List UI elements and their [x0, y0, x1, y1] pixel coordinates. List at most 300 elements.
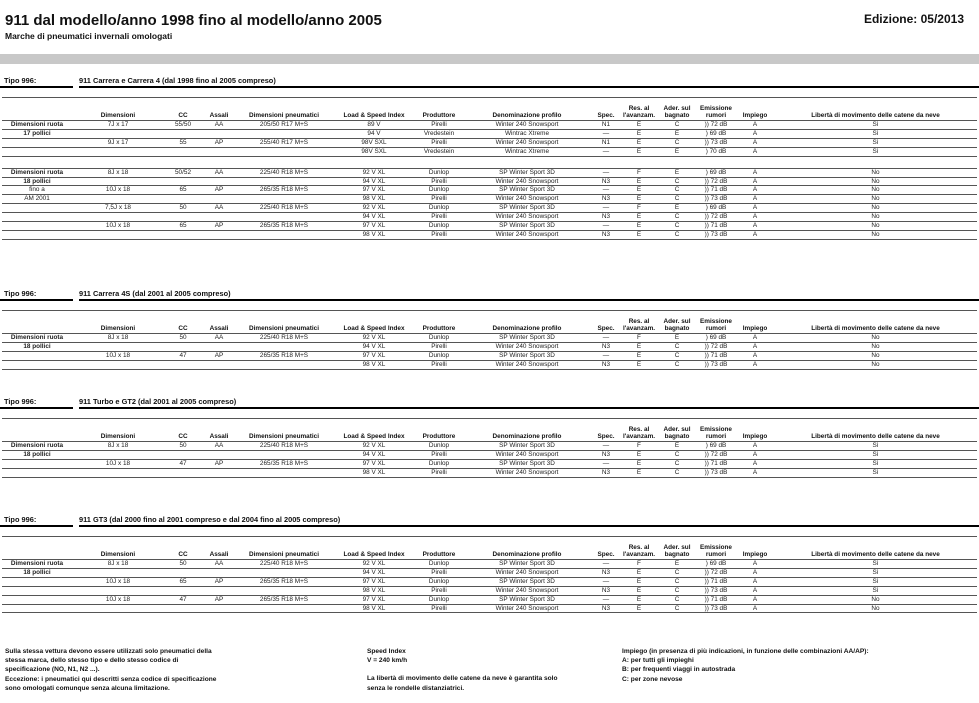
- cell-dim: [72, 360, 164, 369]
- cell-res: E: [620, 129, 658, 138]
- footer-line: Sulla stessa vettura devono essere utilizzati solo pneumatici della: [5, 648, 212, 655]
- cell-assali: [202, 177, 236, 186]
- section-type-label: Tipo 996:: [4, 397, 37, 406]
- cell-lsi: 98 V XL: [332, 230, 416, 239]
- cell-cc: 55: [164, 138, 202, 147]
- cell-prod: Dunlop: [416, 577, 462, 586]
- cell-assali: AP: [202, 138, 236, 147]
- cell-dim: 8J x 18: [72, 560, 164, 569]
- section-model-label: 911 GT3 (dal 2000 fino al 2001 compreso e dal 2004 fino al 2005 compreso): [79, 515, 341, 524]
- cell-imp: A: [736, 168, 774, 177]
- column-header: CC: [164, 537, 202, 560]
- table-row: [2, 195, 977, 204]
- footer-note-specification: [5, 647, 345, 693]
- cell-profilo: Winter 240 Snowsport: [462, 195, 592, 204]
- cell-cc: 50: [164, 204, 202, 213]
- cell-spec: —: [592, 442, 620, 451]
- cell-noise: ) 70 dB: [696, 147, 736, 156]
- column-header-row: [2, 98, 977, 121]
- footer-note-impiego: [622, 647, 977, 684]
- cell-tyre: [236, 195, 332, 204]
- cell-tyre: 225/40 R18 M+S: [236, 334, 332, 343]
- cell-noise: ) 69 dB: [696, 168, 736, 177]
- column-header: Produttore: [416, 419, 462, 442]
- cell-lsi: 94 V XL: [332, 342, 416, 351]
- cell-cc: 50: [164, 442, 202, 451]
- cell-cc: [164, 129, 202, 138]
- cell-label: Dimensioni ruota: [2, 442, 72, 451]
- cell-tyre: 225/40 R18 M+S: [236, 168, 332, 177]
- cell-prod: Dunlop: [416, 186, 462, 195]
- column-header: Emissione rumori: [696, 537, 736, 560]
- footer-line: La libertà di movimento delle catene da neve è garantita solo: [367, 675, 558, 683]
- cell-res: E: [620, 595, 658, 604]
- cell-profilo: SP Winter Sport 3D: [462, 442, 592, 451]
- cell-ader: C: [658, 222, 696, 231]
- cell-prod: Dunlop: [416, 595, 462, 604]
- cell-chain: Sì: [774, 450, 977, 459]
- cell-profilo: Winter 240 Snowsport: [462, 213, 592, 222]
- column-header: Denominazione profilo: [462, 311, 592, 334]
- cell-noise: )) 73 dB: [696, 604, 736, 613]
- column-header: Dimensioni: [72, 419, 164, 442]
- cell-chain: Sì: [774, 129, 977, 138]
- cell-chain: No: [774, 351, 977, 360]
- cell-cc: 47: [164, 351, 202, 360]
- cell-prod: Pirelli: [416, 586, 462, 595]
- cell-ader: E: [658, 147, 696, 156]
- cell-imp: A: [736, 186, 774, 195]
- cell-noise: )) 71 dB: [696, 222, 736, 231]
- section-header: [0, 288, 979, 301]
- column-header: Emissione rumori: [696, 311, 736, 334]
- column-header: Dimensioni pneumatici: [236, 311, 332, 334]
- cell-noise: )) 71 dB: [696, 577, 736, 586]
- cell-tyre: 255/40 R17 M+S: [236, 138, 332, 147]
- cell-assali: AP: [202, 222, 236, 231]
- cell-dim: [72, 468, 164, 477]
- cell-label: [2, 222, 72, 231]
- column-header: Dimensioni pneumatici: [236, 537, 332, 560]
- cell-spec: —: [592, 168, 620, 177]
- cell-spec: —: [592, 186, 620, 195]
- cell-label: Dimensioni ruota: [2, 560, 72, 569]
- cell-ader: E: [658, 560, 696, 569]
- cell-profilo: SP Winter Sport 3D: [462, 186, 592, 195]
- cell-label: 18 pollici: [2, 568, 72, 577]
- cell-res: E: [620, 360, 658, 369]
- cell-noise: )) 72 dB: [696, 121, 736, 130]
- cell-dim: 10J x 18: [72, 222, 164, 231]
- cell-label: [2, 586, 72, 595]
- cell-prod: Pirelli: [416, 230, 462, 239]
- table-row: [2, 568, 977, 577]
- table-row: [2, 222, 977, 231]
- cell-ader: C: [658, 468, 696, 477]
- table-row: [2, 230, 977, 239]
- table-row: [2, 459, 977, 468]
- cell-ader: E: [658, 442, 696, 451]
- column-header: Produttore: [416, 98, 462, 121]
- table-row: [2, 121, 977, 130]
- cell-chain: No: [774, 204, 977, 213]
- column-header: Res. al l'avanzam.: [620, 98, 658, 121]
- column-header: Load & Speed Index: [332, 419, 416, 442]
- cell-res: E: [620, 195, 658, 204]
- cell-noise: )) 72 dB: [696, 342, 736, 351]
- table-row: [2, 577, 977, 586]
- cell-profilo: SP Winter Sport 3D: [462, 168, 592, 177]
- cell-cc: 47: [164, 595, 202, 604]
- cell-lsi: 98 V XL: [332, 604, 416, 613]
- cell-cc: [164, 213, 202, 222]
- cell-dim: 9J x 17: [72, 138, 164, 147]
- cell-noise: )) 73 dB: [696, 586, 736, 595]
- cell-prod: Dunlop: [416, 442, 462, 451]
- table-row: [2, 147, 977, 156]
- cell-lsi: 97 V XL: [332, 595, 416, 604]
- cell-assali: AP: [202, 595, 236, 604]
- cell-assali: AA: [202, 560, 236, 569]
- column-header: Assali: [202, 98, 236, 121]
- footer-line: specificazione (NO, N1, N2 ...).: [5, 666, 100, 674]
- cell-dim: 7J x 17: [72, 121, 164, 130]
- cell-spec: —: [592, 334, 620, 343]
- cell-prod: Pirelli: [416, 604, 462, 613]
- cell-res: E: [620, 450, 658, 459]
- footer-line: Speed Index: [367, 648, 406, 655]
- cell-noise: ) 69 dB: [696, 129, 736, 138]
- column-header: Assali: [202, 537, 236, 560]
- table-row: [2, 138, 977, 147]
- cell-imp: A: [736, 230, 774, 239]
- cell-cc: 50: [164, 560, 202, 569]
- cell-imp: A: [736, 468, 774, 477]
- cell-dim: [72, 195, 164, 204]
- cell-assali: AP: [202, 186, 236, 195]
- column-header: CC: [164, 98, 202, 121]
- cell-chain: Sì: [774, 442, 977, 451]
- table-row: [2, 168, 977, 177]
- cell-label: [2, 138, 72, 147]
- footer-line: senza le rondelle distanziatrici.: [367, 684, 465, 692]
- tyre-table: [2, 301, 977, 370]
- cell-tyre: [236, 586, 332, 595]
- cell-chain: Sì: [774, 147, 977, 156]
- column-header: Produttore: [416, 311, 462, 334]
- cell-ader: C: [658, 213, 696, 222]
- cell-dim: 10J x 18: [72, 459, 164, 468]
- cell-ader: C: [658, 230, 696, 239]
- cell-imp: A: [736, 334, 774, 343]
- cell-ader: C: [658, 450, 696, 459]
- cell-imp: A: [736, 342, 774, 351]
- cell-lsi: 92 V XL: [332, 442, 416, 451]
- page-title: 911 dal modello/anno 1998 fino al modello/anno 2005: [5, 12, 382, 29]
- cell-chain: No: [774, 222, 977, 231]
- cell-imp: A: [736, 129, 774, 138]
- cell-ader: C: [658, 595, 696, 604]
- cell-label: [2, 468, 72, 477]
- cell-cc: [164, 586, 202, 595]
- cell-noise: )) 72 dB: [696, 213, 736, 222]
- footer-line: C: per zone nevose: [622, 675, 683, 683]
- cell-res: E: [620, 351, 658, 360]
- column-header: Impiego: [736, 537, 774, 560]
- cell-res: E: [620, 468, 658, 477]
- section-header: [0, 75, 979, 88]
- cell-tyre: [236, 342, 332, 351]
- cell-res: E: [620, 177, 658, 186]
- column-header: [2, 537, 72, 560]
- cell-cc: [164, 450, 202, 459]
- section-header: [0, 396, 979, 409]
- table-section: [0, 288, 979, 370]
- footer-line: V = 240 km/h: [367, 657, 408, 665]
- cell-lsi: 94 V XL: [332, 450, 416, 459]
- cell-res: E: [620, 186, 658, 195]
- cell-noise: )) 71 dB: [696, 351, 736, 360]
- column-header: Impiego: [736, 98, 774, 121]
- cell-lsi: 98V SXL: [332, 138, 416, 147]
- cell-assali: [202, 230, 236, 239]
- cell-noise: )) 73 dB: [696, 138, 736, 147]
- cell-ader: E: [658, 129, 696, 138]
- table-row: [2, 177, 977, 186]
- cell-imp: A: [736, 195, 774, 204]
- column-header: Spec.: [592, 311, 620, 334]
- cell-chain: No: [774, 230, 977, 239]
- cell-res: E: [620, 147, 658, 156]
- cell-res: F: [620, 334, 658, 343]
- cell-imp: A: [736, 204, 774, 213]
- cell-tyre: [236, 450, 332, 459]
- table-row: [2, 129, 977, 138]
- cell-label: AM 2001: [2, 195, 72, 204]
- cell-label: [2, 204, 72, 213]
- cell-profilo: Wintrac Xtreme: [462, 129, 592, 138]
- column-header: Dimensioni: [72, 537, 164, 560]
- column-header: Ader. sul bagnato: [658, 419, 696, 442]
- cell-assali: [202, 213, 236, 222]
- cell-spec: —: [592, 129, 620, 138]
- cell-profilo: Winter 240 Snowsport: [462, 586, 592, 595]
- cell-tyre: [236, 213, 332, 222]
- cell-prod: Pirelli: [416, 342, 462, 351]
- cell-assali: AP: [202, 577, 236, 586]
- cell-prod: Pirelli: [416, 468, 462, 477]
- footer-line: A: per tutti gli impieghi: [622, 657, 694, 665]
- cell-noise: )) 73 dB: [696, 468, 736, 477]
- cell-prod: Pirelli: [416, 450, 462, 459]
- cell-spec: N3: [592, 468, 620, 477]
- cell-imp: A: [736, 213, 774, 222]
- cell-profilo: Wintrac Xtreme: [462, 147, 592, 156]
- cell-dim: [72, 230, 164, 239]
- section-model-label: 911 Carrera 4S (dal 2001 al 2005 compreso): [79, 289, 231, 298]
- cell-ader: C: [658, 459, 696, 468]
- cell-noise: )) 73 dB: [696, 230, 736, 239]
- cell-profilo: SP Winter Sport 3D: [462, 334, 592, 343]
- cell-lsi: 94 V XL: [332, 568, 416, 577]
- cell-ader: C: [658, 568, 696, 577]
- cell-chain: Sì: [774, 586, 977, 595]
- cell-imp: A: [736, 177, 774, 186]
- cell-profilo: Winter 240 Snowsport: [462, 468, 592, 477]
- column-header: Impiego: [736, 311, 774, 334]
- cell-spec: N1: [592, 138, 620, 147]
- cell-chain: No: [774, 168, 977, 177]
- cell-assali: AA: [202, 442, 236, 451]
- footer-line: Impiego (in presenza di più indicazioni, in funzione delle combinazioni AA/AP):: [622, 648, 869, 655]
- cell-lsi: 92 V XL: [332, 204, 416, 213]
- cell-res: E: [620, 222, 658, 231]
- cell-chain: No: [774, 595, 977, 604]
- cell-profilo: Winter 240 Snowsport: [462, 604, 592, 613]
- cell-lsi: 98 V XL: [332, 586, 416, 595]
- column-header: Spec.: [592, 419, 620, 442]
- cell-dim: [72, 129, 164, 138]
- cell-res: E: [620, 230, 658, 239]
- cell-ader: C: [658, 177, 696, 186]
- column-header: Produttore: [416, 537, 462, 560]
- cell-assali: [202, 195, 236, 204]
- cell-imp: A: [736, 595, 774, 604]
- cell-imp: A: [736, 568, 774, 577]
- tyre-table: [2, 88, 977, 240]
- cell-label: 18 pollici: [2, 177, 72, 186]
- cell-res: E: [620, 138, 658, 147]
- cell-ader: C: [658, 351, 696, 360]
- cell-cc: [164, 568, 202, 577]
- cell-res: E: [620, 586, 658, 595]
- cell-label: 18 pollici: [2, 450, 72, 459]
- table-section: [0, 514, 979, 613]
- cell-prod: Pirelli: [416, 138, 462, 147]
- cell-cc: [164, 195, 202, 204]
- cell-ader: C: [658, 604, 696, 613]
- cell-prod: Dunlop: [416, 334, 462, 343]
- cell-cc: [164, 147, 202, 156]
- cell-noise: ) 69 dB: [696, 442, 736, 451]
- cell-prod: Dunlop: [416, 560, 462, 569]
- column-header: Load & Speed Index: [332, 537, 416, 560]
- cell-assali: [202, 129, 236, 138]
- cell-imp: A: [736, 147, 774, 156]
- cell-noise: ) 69 dB: [696, 560, 736, 569]
- section-model-label: 911 Carrera e Carrera 4 (dal 1998 fino al 2005 compreso): [79, 76, 276, 85]
- cell-ader: C: [658, 121, 696, 130]
- cell-assali: [202, 586, 236, 595]
- column-header: CC: [164, 419, 202, 442]
- table-row: [2, 213, 977, 222]
- cell-prod: Pirelli: [416, 568, 462, 577]
- cell-lsi: 92 V XL: [332, 168, 416, 177]
- table-section: [0, 75, 979, 240]
- cell-dim: 10J x 18: [72, 351, 164, 360]
- cell-profilo: SP Winter Sport 3D: [462, 595, 592, 604]
- column-header: Libertà di movimento delle catene da neve: [774, 537, 977, 560]
- column-header: Res. al l'avanzam.: [620, 419, 658, 442]
- cell-res: E: [620, 342, 658, 351]
- column-header: Dimensioni pneumatici: [236, 419, 332, 442]
- column-header: Denominazione profilo: [462, 537, 592, 560]
- cell-tyre: [236, 230, 332, 239]
- cell-label: [2, 595, 72, 604]
- footer-line: Eccezione: i pneumatici qui descritti senza codice di specificazione: [5, 675, 217, 683]
- cell-profilo: Winter 240 Snowsport: [462, 342, 592, 351]
- cell-spec: —: [592, 560, 620, 569]
- column-header-row: [2, 419, 977, 442]
- cell-spec: —: [592, 595, 620, 604]
- table-row: [2, 342, 977, 351]
- cell-spec: N3: [592, 177, 620, 186]
- spacer-row: [2, 156, 977, 168]
- cell-res: E: [620, 121, 658, 130]
- footer-line: stessa marca, dello stesso tipo e dello stesso codice di: [5, 657, 179, 665]
- footer-line: sono omologati comunque senza alcuna limitazione.: [5, 684, 170, 692]
- cell-ader: E: [658, 204, 696, 213]
- cell-lsi: 94 V XL: [332, 213, 416, 222]
- cell-assali: AP: [202, 459, 236, 468]
- cell-cc: 55/50: [164, 121, 202, 130]
- cell-spec: N1: [592, 121, 620, 130]
- section-header: [0, 514, 979, 527]
- cell-lsi: 92 V XL: [332, 560, 416, 569]
- cell-profilo: Winter 240 Snowsport: [462, 138, 592, 147]
- cell-noise: ) 69 dB: [696, 204, 736, 213]
- cell-profilo: Winter 240 Snowsport: [462, 360, 592, 369]
- cell-tyre: 265/35 R18 M+S: [236, 577, 332, 586]
- cell-dim: 8J x 18: [72, 168, 164, 177]
- cell-tyre: [236, 568, 332, 577]
- table-row: [2, 595, 977, 604]
- cell-cc: [164, 342, 202, 351]
- cell-imp: A: [736, 360, 774, 369]
- cell-noise: )) 72 dB: [696, 450, 736, 459]
- cell-prod: Vredestein: [416, 129, 462, 138]
- column-header: Ader. sul bagnato: [658, 537, 696, 560]
- cell-res: F: [620, 560, 658, 569]
- cell-imp: A: [736, 586, 774, 595]
- cell-tyre: 265/35 R18 M+S: [236, 459, 332, 468]
- column-header: Libertà di movimento delle catene da neve: [774, 311, 977, 334]
- cell-prod: Dunlop: [416, 459, 462, 468]
- cell-dim: 8J x 18: [72, 334, 164, 343]
- cell-dim: 10J x 18: [72, 186, 164, 195]
- table-row: [2, 360, 977, 369]
- cell-spec: —: [592, 204, 620, 213]
- cell-tyre: [236, 129, 332, 138]
- cell-lsi: 92 V XL: [332, 334, 416, 343]
- cell-cc: 47: [164, 459, 202, 468]
- cell-ader: C: [658, 186, 696, 195]
- cell-tyre: 225/40 R18 M+S: [236, 560, 332, 569]
- cell-chain: Sì: [774, 138, 977, 147]
- cell-spec: N3: [592, 342, 620, 351]
- cell-ader: C: [658, 577, 696, 586]
- section-model-label: 911 Turbo e GT2 (dal 2001 al 2005 compreso): [79, 397, 237, 406]
- cell-chain: No: [774, 604, 977, 613]
- cell-spec: N3: [592, 586, 620, 595]
- cell-noise: )) 73 dB: [696, 360, 736, 369]
- cell-spec: —: [592, 222, 620, 231]
- cell-profilo: Winter 240 Snowsport: [462, 177, 592, 186]
- cell-cc: [164, 468, 202, 477]
- cell-assali: AP: [202, 351, 236, 360]
- cell-lsi: 97 V XL: [332, 459, 416, 468]
- cell-label: 17 pollici: [2, 129, 72, 138]
